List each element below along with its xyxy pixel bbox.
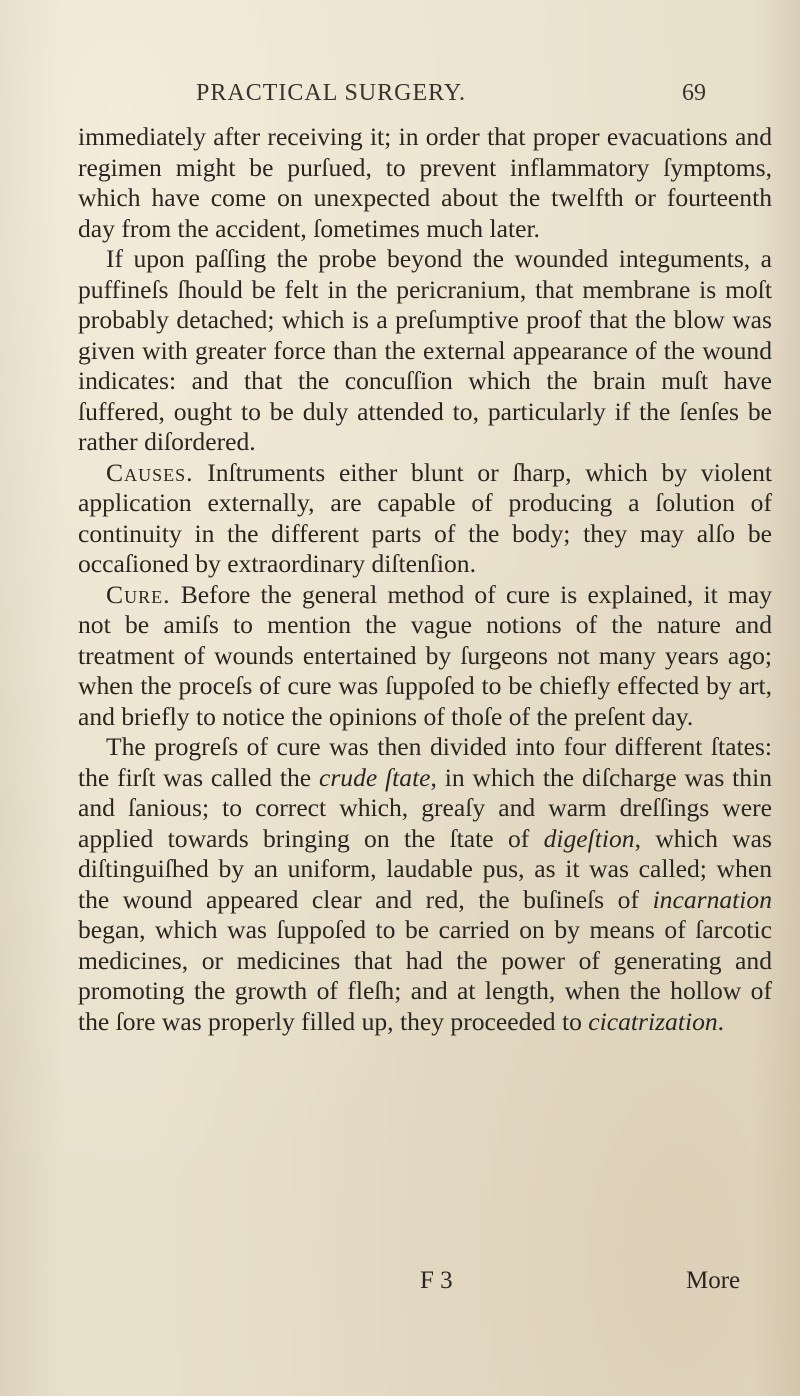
text-segment: began, which was ſuppoſed to be carried on by means of ſarcotic medicines, or medicines that had the power of generating and promoting the growth of fleſh; and at length, when the hollow of the ſore was properly filled up, they proceeded to (78, 915, 772, 1036)
cure-text: Before the general method of cure is explained, it may not be amiſs to mention the vague notions of the nature and treatment of wounds entertained by ſurgeons not many years ago; when the proceſs of cure was ſuppoſed to be chiefly effected by art, and briefly to notice the opinions of thoſe of the preſent day. (78, 579, 772, 731)
page-number: 69 (682, 80, 706, 106)
term-incarnation: incarnation (652, 884, 772, 914)
causes-heading: Causes. (106, 457, 194, 487)
body-text (78, 122, 772, 1037)
paragraph-cure (78, 580, 772, 733)
catchword: More (686, 1267, 741, 1294)
cure-heading: Cure. (106, 579, 171, 609)
paragraph-probe: If upon paſſing the probe beyond the wounded integuments, a puffineſs ſhould be felt in the pericranium, that membrane is moſt probably detached; which is a preſumptive proof that the blow was given with greater force than the external appearance of the wound indicates: and that the concuſſion which the brain muſt have ſuffered, ought to be duly attended to, particularly if the ſenſes be rather diſordered. (78, 244, 772, 456)
term-cicatrization: cicatrization (588, 1006, 718, 1036)
text-segment: , which was diſtinguiſhed by an uniform, laudable pus, as it was called; when the wound appeared clear and red, the buſineſs of (78, 823, 772, 914)
paragraph-continuation: immediately after receiving it; in order that proper evacuations and regimen might be purſued, to prevent inflammatory ſymptoms, which have come on unexpected about the twelfth or fourteenth day from the accident, ſometimes much later. (78, 122, 772, 243)
paragraph-progress-of-cure (78, 732, 772, 1037)
term-crude-state: crude ſtate (318, 762, 431, 792)
text-segment: . (717, 1006, 725, 1036)
text-segment: The progreſs of cure was then divided into four different ſtates: the firſt was called the (78, 732, 772, 792)
text-segment: , in which the diſcharge was thin and ſanious; to correct which, greaſy and warm dreſſings were applied towards bringing on the ſtate of (78, 762, 772, 853)
catchline (0, 1267, 800, 1299)
running-head: PRACTICAL SURGERY. (196, 80, 467, 106)
signature-mark: F 3 (420, 1267, 453, 1294)
paragraph-causes (78, 458, 772, 580)
term-digestion: digeſtion (543, 823, 635, 853)
causes-text: Inſtruments either blunt or ſharp, which by violent application externally, are capable of producing a ſolution of continuity in the different parts of the body; they may alſo be occaſioned by extraordinary diſtenſion. (78, 457, 772, 578)
